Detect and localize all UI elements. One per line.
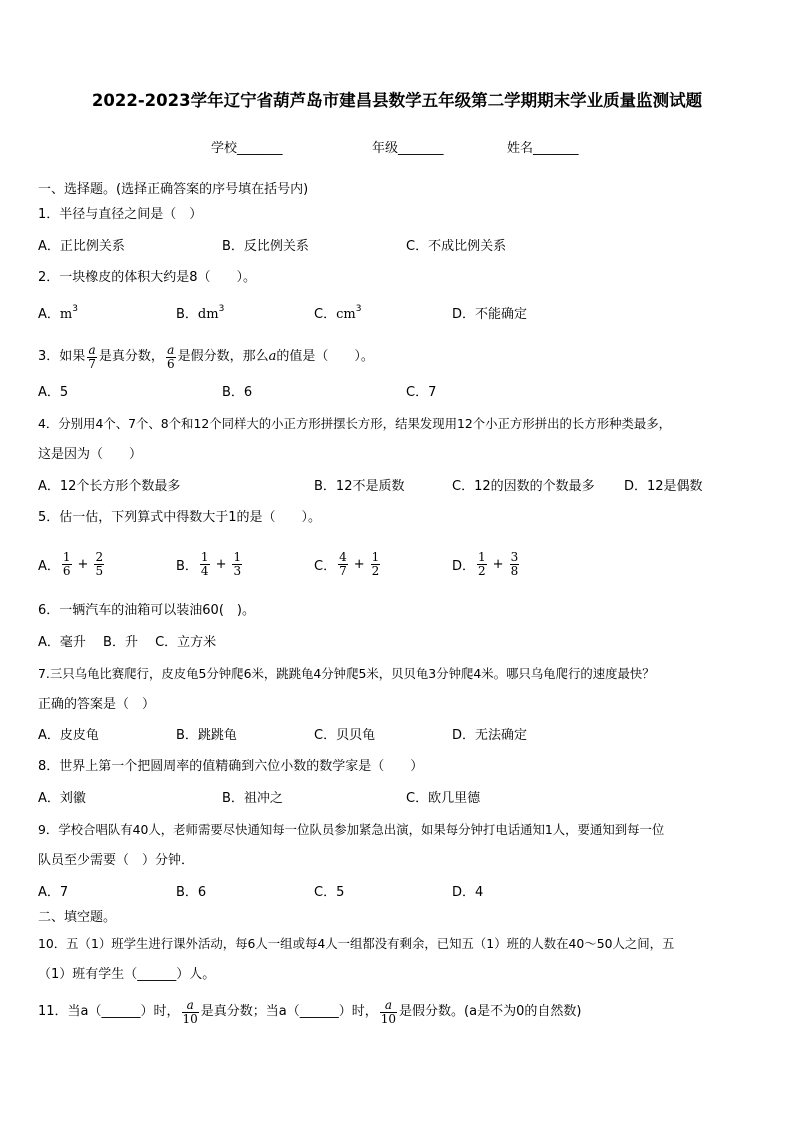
fraction [338, 551, 348, 578]
option-label: C． [314, 558, 337, 574]
question-8-option-c[interactable]: C．欧几里德 [406, 791, 481, 806]
unit-dm: dm [197, 307, 219, 322]
denominator: 10 [182, 1011, 198, 1026]
option-label: A． [38, 307, 60, 322]
page-title: 2022-2023学年辽宁省葫芦岛市建昌县数学五年级第二学期期末学业质量监测试题 [91, 91, 703, 110]
numerator: 3 [510, 549, 519, 564]
numerator: 2 [95, 549, 104, 564]
question-8-stem: 8．世界上第一个把圆周率的值精确到六位小数的数学家是（ ） [38, 759, 424, 774]
denominator: 5 [95, 563, 104, 578]
stem-text: 是假分数。(a是不为0的自然数) [399, 1004, 582, 1019]
numerator: 1 [233, 549, 242, 564]
numerator: a [88, 342, 96, 357]
numerator: 1 [371, 549, 380, 564]
stem-text: 是真分数；当a（______）时， [200, 1004, 378, 1019]
question-9-option-d[interactable]: D．4 [452, 885, 484, 900]
numerator: a [167, 342, 175, 357]
question-8-option-a[interactable]: A．刘徽 [38, 791, 86, 806]
question-1-option-a[interactable]: A．正比例关系 [38, 239, 125, 254]
fraction [232, 551, 242, 578]
unit-cm: cm [336, 307, 356, 322]
denominator: 3 [233, 563, 242, 578]
question-9-stem-line1: 9．学校合唱队有40人，老师需要尽快通知每一位队员参加紧急出演，如果每分钟打电话通知1人，要通知到每一位 [38, 822, 665, 837]
fraction [371, 551, 381, 578]
denominator: 10 [380, 1011, 397, 1026]
question-3-option-c[interactable]: C．7 [406, 385, 437, 400]
denominator: 6 [166, 356, 175, 371]
question-6-stem: 6．一辆汽车的油箱可以装油60( )。 [38, 603, 255, 618]
numerator: 1 [478, 549, 486, 564]
numerator: 1 [200, 549, 209, 564]
question-9-option-b[interactable]: B．6 [176, 885, 207, 900]
plus-sign: + [215, 556, 227, 572]
question-4-stem-line1: 4．分别用4个、7个、8个和12个同样大的小正方形拼摆长方形，结果发现用12个小正方形拼出的长方形种类最多， [38, 416, 672, 431]
question-7-stem-line2: 正确的答案是（ ） [38, 697, 156, 712]
unit-m: m [59, 307, 73, 322]
denominator: 2 [478, 563, 486, 578]
question-5-option-a[interactable] [38, 544, 106, 584]
question-7-option-a[interactable]: A．皮皮龟 [38, 728, 99, 743]
question-3-stem [38, 341, 374, 373]
fraction-a-over-7 [87, 344, 97, 371]
fraction [62, 551, 72, 578]
question-8-option-b[interactable]: B．祖冲之 [222, 791, 283, 806]
question-4-option-a[interactable]: A．12个长方形个数最多 [38, 479, 181, 494]
fraction-a-over-10 [380, 999, 397, 1026]
option-label: C． [314, 307, 337, 322]
numerator: a [384, 997, 392, 1012]
exponent: 3 [218, 304, 225, 314]
question-2-option-c[interactable] [314, 306, 361, 324]
question-10-stem-line2[interactable]: （1）班有学生（______）人。 [38, 967, 216, 982]
question-1-option-c[interactable]: C．不成比例关系 [406, 239, 507, 254]
question-4-option-c[interactable]: C．12的因数的个数最多 [452, 479, 595, 494]
question-9-stem-line2: 队员至少需要（ ）分钟． [38, 853, 195, 868]
question-2-stem: 2．一块橡皮的体积大约是8（ ）。 [38, 270, 257, 285]
question-3-option-b[interactable]: B．6 [222, 385, 253, 400]
question-2-option-b[interactable] [176, 306, 224, 324]
plus-sign: + [77, 556, 89, 572]
section-heading-choice: 一、选择题。(选择正确答案的序号填在括号内) [38, 182, 309, 197]
exponent: 3 [72, 304, 78, 314]
school-field[interactable]: 学校_______ [211, 141, 283, 156]
fraction [94, 551, 104, 578]
section-heading-fill: 二、填空题。 [38, 910, 117, 925]
question-5-option-d[interactable] [452, 544, 521, 584]
option-label: B． [176, 307, 198, 322]
question-2-option-d[interactable]: D．不能确定 [452, 307, 528, 322]
fraction [200, 551, 210, 578]
stem-text: 的值是（ ）。 [276, 349, 374, 364]
stem-text: 11．当a（______）时， [38, 1004, 180, 1019]
question-5-stem: 5．估一估，下列算式中得数大于1的是（ ）。 [38, 510, 322, 525]
stem-text: 是假分数，那么 [177, 349, 269, 364]
name-field[interactable]: 姓名_______ [507, 141, 579, 156]
question-11-stem[interactable] [38, 996, 581, 1028]
denominator: 2 [371, 563, 380, 578]
question-7-option-d[interactable]: D．无法确定 [452, 728, 528, 743]
option-label: B． [176, 558, 198, 574]
fraction-a-over-10 [182, 999, 199, 1026]
fraction [510, 551, 520, 578]
question-1-option-b[interactable]: B．反比例关系 [222, 239, 309, 254]
fraction-a-over-6 [166, 344, 176, 371]
stem-text: 3．如果 [38, 349, 86, 364]
stem-text: 是真分数， [98, 349, 164, 364]
denominator: 7 [88, 356, 96, 371]
exponent: 3 [355, 304, 362, 314]
variable-a: a [268, 349, 277, 364]
fraction [477, 551, 487, 578]
option-label: A． [38, 558, 60, 574]
denominator: 7 [339, 563, 347, 578]
question-1-stem: 1．半径与直径之间是（ ） [38, 207, 203, 222]
numerator: a [186, 997, 194, 1012]
plus-sign: + [492, 556, 504, 572]
plus-sign: + [353, 556, 365, 572]
question-4-option-d[interactable]: D．12是偶数 [624, 479, 703, 494]
denominator: 8 [510, 563, 519, 578]
question-6-options[interactable]: A．毫升 B．升 C．立方米 [38, 635, 217, 650]
question-7-option-b[interactable]: B．跳跳龟 [176, 728, 237, 743]
denominator: 6 [62, 563, 71, 578]
grade-field[interactable]: 年级_______ [372, 141, 444, 156]
question-5-option-c[interactable] [314, 544, 382, 584]
question-9-option-a[interactable]: A．7 [38, 885, 69, 900]
question-3-option-a[interactable]: A．5 [38, 385, 69, 400]
question-10-stem-line1: 10．五（1）班学生进行课外活动，每6人一组或每4人一组都没有剩余，已知五（1）班的人数在40～50人之间，五 [38, 936, 675, 951]
numerator: 4 [339, 549, 347, 564]
question-7-option-c[interactable]: C．贝贝龟 [314, 728, 376, 743]
question-4-option-b[interactable]: B．12不是质数 [314, 479, 405, 494]
denominator: 4 [200, 563, 209, 578]
question-4-stem-line2: 这是因为（ ） [38, 447, 143, 462]
question-9-option-c[interactable]: C．5 [314, 885, 345, 900]
question-2-option-a[interactable] [38, 306, 78, 324]
question-5-option-b[interactable] [176, 544, 244, 584]
numerator: 1 [62, 549, 71, 564]
question-7-stem-line1: 7.三只乌龟比赛爬行，皮皮龟5分钟爬6米，跳跳龟4分钟爬5米，贝贝龟3分钟爬4米。哪只乌龟爬行的速度最快？ [38, 666, 655, 681]
option-label: D． [452, 558, 476, 574]
